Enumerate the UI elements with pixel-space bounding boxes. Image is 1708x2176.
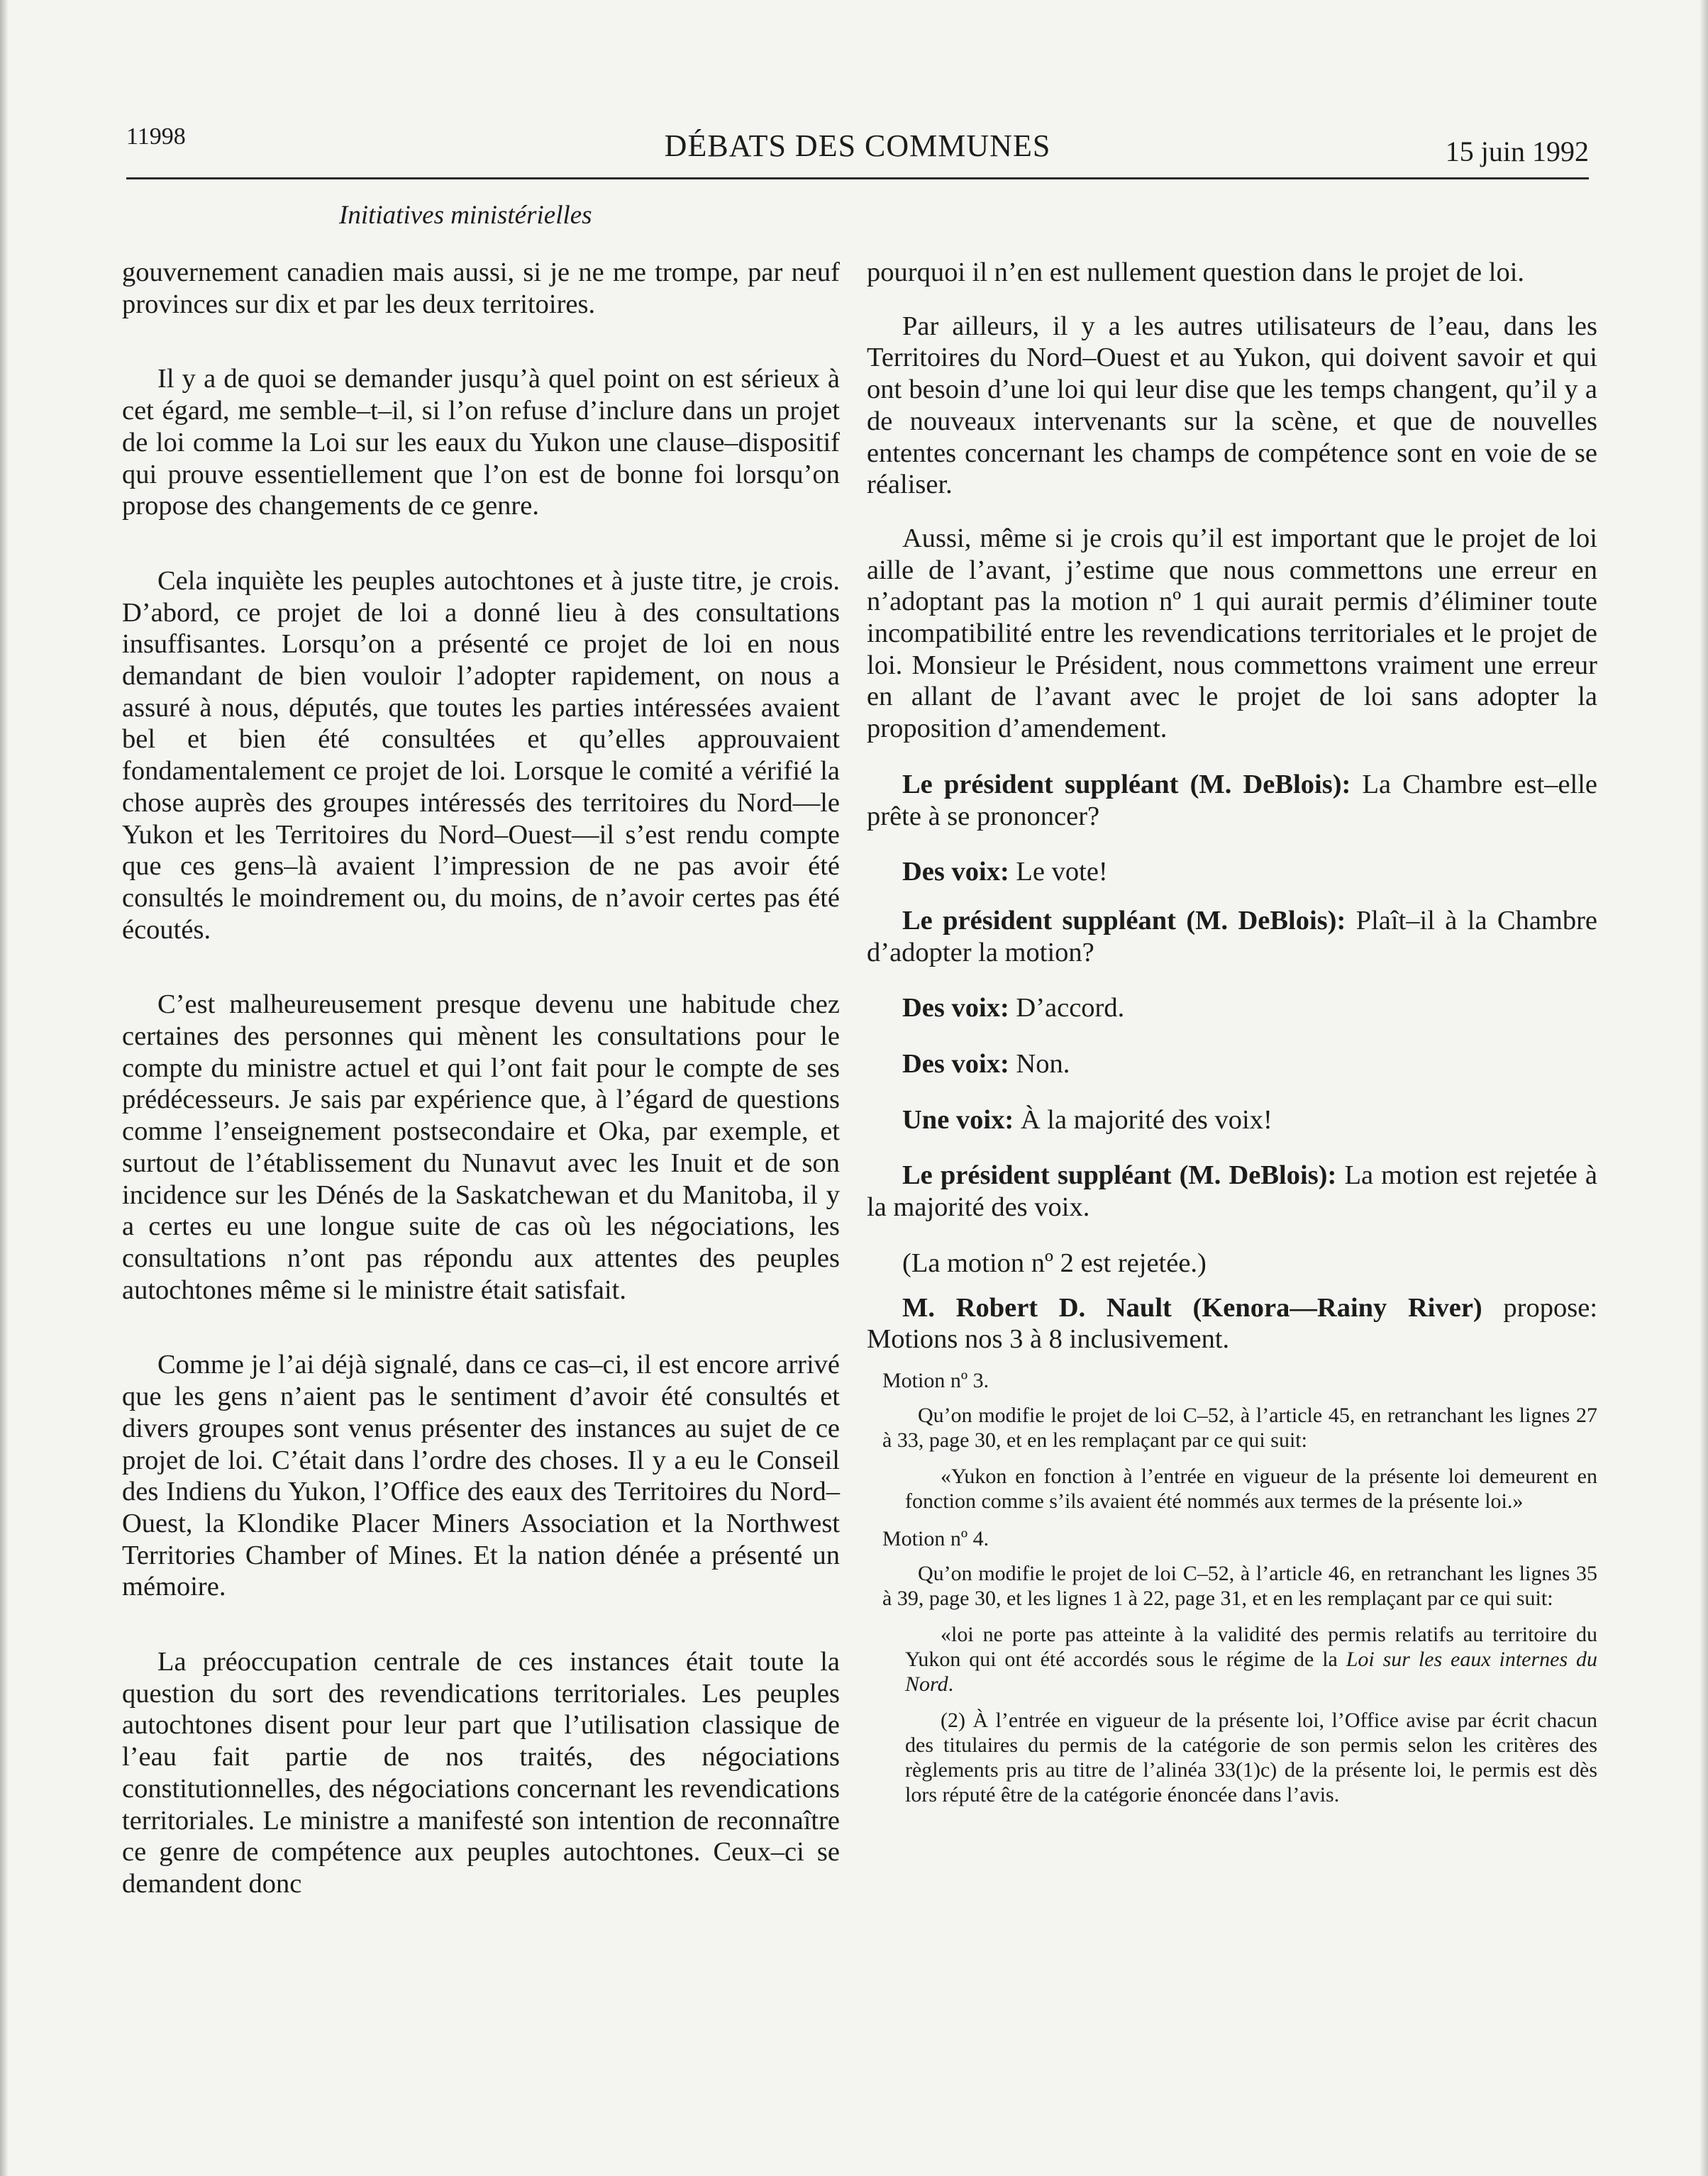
speaker-name: Des voix: bbox=[902, 993, 1009, 1023]
motion-quote: «Yukon en fonction à l’entrée en vigueur de la présente loi demeurent en fonction comme s’ils avaient été nommés aux termes de la présente loi.» bbox=[905, 1464, 1597, 1513]
speaker-name: Le président suppléant (M. DeBlois): bbox=[902, 1160, 1337, 1191]
speech-text: À la majorité des voix! bbox=[1020, 1104, 1272, 1135]
paragraph: pourquoi il n’en est nullement question dans le projet de loi. bbox=[867, 257, 1525, 287]
motion-proposal bbox=[867, 1292, 1597, 1355]
right-column bbox=[867, 257, 1597, 1807]
paragraph: Aussi, même si je crois qu’il est important que le projet de loi aille de l’avant, j’estime que nous commettons une erreur en n’adoptant pas la motion nº 1 qui aurait permis d’éliminer toute incompatibilité entre les revendications territoriales et le projet de loi. Monsieur le Président, nous commettons vraiment une erreur en allant de l’avant avec le projet de loi sans adopter la proposition d’amendement. bbox=[867, 523, 1597, 744]
speech-text: Le vote! bbox=[1016, 857, 1108, 887]
motion-label: Motion nº 4. bbox=[882, 1526, 989, 1550]
speech-text: La motion est rejetée à la majorité des voix. bbox=[867, 1160, 1598, 1223]
paragraph: Par ailleurs, il y a les autres utilisateurs de l’eau, dans les Territoires du Nord–Ouest et au Yukon, qui doivent savoir et qui ont besoin d’une loi qui leur dise que les temps changent, qu’il y a de nouveaux intervenants sur la scène, et que de nouvelles ententes concernant les champs de compétence sont en voie de se réaliser. bbox=[867, 311, 1597, 500]
speech-entry bbox=[867, 1048, 1597, 1080]
paragraph: Il y a de quoi se demander jusqu’à quel point on est sérieux à cet égard, me semble–t–il, si l’on refuse d’inclure dans un projet de loi comme la Loi sur les eaux du Yukon une clause–dispositif qui prouve essentiellement que l’on est de bonne foi lorsqu’on propose des changements de ce genre. bbox=[122, 364, 840, 521]
speaker-name: Des voix: bbox=[902, 1049, 1009, 1079]
speaker-name: Le président suppléant (M. DeBlois): bbox=[902, 769, 1351, 799]
speech-text: Plaît–il à la Chambre d’adopter la motion? bbox=[867, 905, 1598, 967]
publication-title: DÉBATS DES COMMUNES bbox=[664, 128, 1051, 163]
quote-text: «loi ne porte pas atteinte à la validité des permis relatifs au territoire du Yukon qui ont été accordés sous le régime de la bbox=[905, 1622, 1597, 1671]
paragraph: Cela inquiète les peuples autochtones et à juste titre, je crois. D’abord, ce projet de loi a donné lieu à des consultations insuffisantes. Lorsqu’on a présenté ce projet de loi en nous demandant de bien vouloir l’adopter rapidement, on nous a assuré à nous, députés, que toutes les parties intéressées avaient bel et bien été consultées et qu’elles approuvaient fondamentalement ce projet de loi. Lorsque le comité a vérifié la chose auprès des groupes intéressés des territoires du Nord—le Yukon et les Territoires du Nord–Ouest—il s’est rendu compte que ces gens–là avaient l’impression de ne pas avoir été consultés le moindrement ou, du moins, de n’avoir certes pas été écoutés. bbox=[122, 565, 840, 945]
motion-quote: «loi ne porte pas atteinte à la validité des permis relatifs au territoire du Yukon qui ont été accordés sous le régime de la Loi sur les eaux internes du Nord. bbox=[905, 1622, 1597, 1696]
left-column bbox=[122, 257, 840, 1900]
page-header bbox=[126, 119, 1589, 179]
motion-text: Qu’on modifie le projet de loi C–52, à l’article 46, en retranchant les lignes 35 à 39, page 30, et les lignes 1 à 22, page 31, et en les remplaçant par ce qui suit: bbox=[882, 1561, 1597, 1610]
speech-entry bbox=[867, 856, 1597, 888]
section-title: Initiatives ministérielles bbox=[339, 201, 592, 230]
speaker-name: Une voix: bbox=[902, 1104, 1014, 1135]
paragraph: C’est malheureusement presque devenu une habitude chez certaines des personnes qui mènent les consultations pour le compte du ministre actuel et qui l’ont fait pour le compte de ses prédécesseurs. Je sais par expérience que, à l’égard de questions comme l’enseignement postsecondaire et Oka, par exemple, et surtout de l’établissement du Nunavut avec les Inuit et de son incidence sur les Dénés de la Saskatchewan et du Manitoba, il y a certes eu une longue suite de cas où les négociations, les consultations n’ont pas répondu aux attentes des peuples autochtones même si le ministre était satisfait. bbox=[122, 989, 840, 1305]
motion-text: Qu’on modifie le projet de loi C–52, à l’article 45, en retranchant les lignes 27 à 33, page 30, et en les remplaçant par ce qui suit: bbox=[882, 1403, 1597, 1452]
speech-entry bbox=[867, 769, 1597, 832]
speech-entry bbox=[867, 1104, 1597, 1136]
speaker-name: M. Robert D. Nault (Kenora—Rainy River) bbox=[902, 1292, 1482, 1323]
page-number: 11998 bbox=[126, 123, 186, 150]
paragraph: Comme je l’ai déjà signalé, dans ce cas–ci, il est encore arrivé que les gens n’aient pas le sentiment d’avoir été consultés et divers groupes sont venus présenter des instances au sujet de ce projet de loi. C’était dans l’ordre des choses. Il y a eu le Conseil des Indiens du Yukon, l’Office des eaux des Territoires du Nord–Ouest, la Klondike Placer Miners Association et la Northwest Territories Chamber of Mines. Et la nation dénée a présenté un mémoire. bbox=[122, 1350, 840, 1602]
scan-edge-left bbox=[0, 0, 9, 2176]
speaker-name: Le président suppléant (M. DeBlois): bbox=[902, 905, 1346, 936]
publication-date: 15 juin 1992 bbox=[1445, 135, 1589, 167]
paragraph: La préoccupation centrale de ces instances était toute la question du sort des revendications territoriales. Les peuples autochtones disent pour leur part que l’utilisation classique de l’eau fait partie de nos traités, des négociations constitutionnelles, des négociations concernant les revendications territoriales. Le ministre a manifesté son intention de reconnaître ce genre de compétence aux peuples autochtones. Ceux–ci se demandent donc bbox=[122, 1647, 840, 1899]
law-title: Loi sur les eaux internes du Nord bbox=[905, 1647, 1597, 1696]
speech-entry bbox=[867, 992, 1597, 1024]
scan-edge-right bbox=[1699, 0, 1708, 2176]
motion-label: Motion nº 3. bbox=[882, 1368, 989, 1392]
motion-result: (La motion nº 2 est rejetée.) bbox=[902, 1248, 1207, 1278]
speech-text: D’accord. bbox=[1016, 993, 1125, 1023]
speech-entry bbox=[867, 905, 1597, 968]
speech-text: Non. bbox=[1016, 1049, 1070, 1079]
speech-text: La Chambre est–elle prête à se prononcer? bbox=[867, 769, 1598, 831]
speaker-name: Des voix: bbox=[902, 857, 1009, 887]
proposal-text: propose: Motions nos 3 à 8 inclusivement. bbox=[867, 1292, 1598, 1355]
motion-quote: (2) À l’entrée en vigueur de la présente loi, l’Office avise par écrit chacun des titulaires du permis de la catégorie de son permis selon les critères des règlements pris au titre de l’alinéa 33(1)c) de la présente loi, le permis est dès lors réputé être de la catégorie énoncée dans l’avis. bbox=[905, 1708, 1597, 1806]
speech-entry bbox=[867, 1160, 1597, 1223]
paragraph: gouvernement canadien mais aussi, si je ne me trompe, par neuf provinces sur dix et par les deux territoires. bbox=[122, 257, 840, 319]
